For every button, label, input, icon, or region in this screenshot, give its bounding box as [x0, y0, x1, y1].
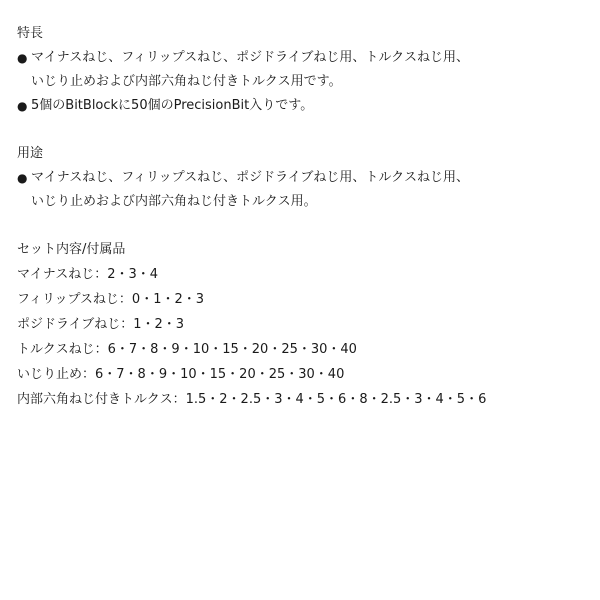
bullet-icon: ●	[17, 171, 28, 185]
text-line: いじり止めおよび内部六角ねじ付きトルクス用です。	[31, 74, 342, 89]
bullet-icon: ●	[17, 99, 28, 113]
product-description	[17, 22, 587, 412]
text-line: マイナスねじ、フィリップスねじ、ポジドライブねじ用、トルクスねじ用、	[31, 170, 469, 185]
features-heading: 特長	[17, 26, 44, 41]
bullet-text	[31, 94, 587, 118]
bullet-text	[31, 46, 587, 94]
section-spacer	[17, 214, 587, 238]
usage-bullet-item	[17, 166, 587, 214]
text-line: いじり止めおよび内部六角ねじ付きトルクス用。	[31, 194, 317, 209]
features-bullet-item	[17, 94, 587, 118]
contents-heading: セット内容/付属品	[17, 242, 126, 257]
spec-line: マイナスねじ：2・3・4	[17, 267, 159, 282]
spec-line: 内部六角ねじ付きトルクス：1.5・2・2.5・3・4・5・6・8・2.5・3・4・5・6	[17, 392, 487, 407]
text-line: 5個のBitBlockに50個のPrecisionBit入りです。	[31, 98, 314, 113]
contents-section	[17, 238, 587, 412]
text-line: マイナスねじ、フィリップスねじ、ポジドライブねじ用、トルクスねじ用、	[31, 50, 469, 65]
features-section	[17, 22, 587, 118]
section-spacer	[17, 118, 587, 142]
features-bullet-item	[17, 46, 587, 94]
bullet-icon: ●	[17, 51, 28, 65]
usage-section	[17, 142, 587, 214]
spec-line: いじり止め：6・7・8・9・10・15・20・25・30・40	[17, 367, 345, 382]
spec-line: ポジドライブねじ：1・2・3	[17, 317, 185, 332]
bullet-text	[31, 166, 587, 214]
usage-heading: 用途	[17, 146, 44, 161]
spec-line: フィリップスねじ：0・1・2・3	[17, 292, 205, 307]
spec-line: トルクスねじ：6・7・8・9・10・15・20・25・30・40	[17, 342, 357, 357]
